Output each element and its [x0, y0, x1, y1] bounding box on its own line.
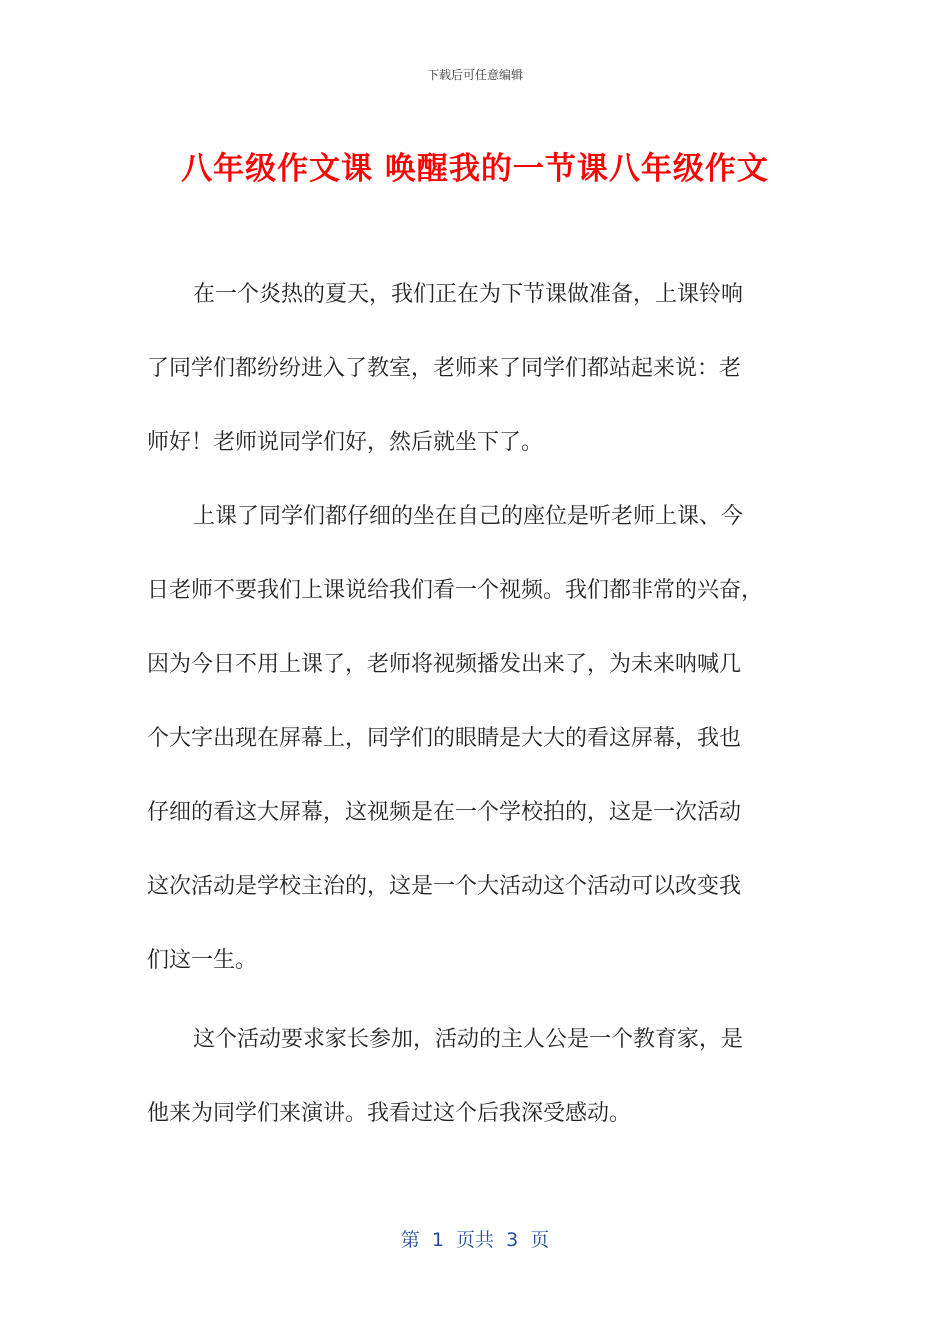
paragraph-line: 们这一生。: [147, 948, 258, 973]
header-note: 下载后可任意编辑: [426, 68, 523, 82]
page-footer: 第 1 页共 3 页: [400, 1229, 550, 1251]
paragraph-line: 仔细的看这大屏幕，这视频是在一个学校拍的，这是一次活动: [147, 800, 742, 825]
paragraph-line: 在一个炎热的夏天，我们正在为下节课做准备，上课铃响: [193, 282, 744, 307]
page-title: 八年级作文课 唤醒我的一节课八年级作文: [181, 151, 769, 187]
paragraph-line: 这个活动要求家长参加，活动的主人公是一个教育家，是: [193, 1027, 744, 1052]
paragraph-line: 了同学们都纷纷进入了教室，老师来了同学们都站起来说：老: [147, 356, 742, 381]
paragraph-line: 个大字出现在屏幕上，同学们的眼睛是大大的看这屏幕，我也: [147, 726, 742, 751]
paragraph-line: 他来为同学们来演讲。我看过这个后我深受感动。: [147, 1101, 632, 1126]
body-text: [147, 280, 807, 1140]
paragraph-line: 日老师不要我们上课说给我们看一个视频。我们都非常的兴奋，: [147, 578, 764, 603]
paragraph-line: 因为今日不用上课了，老师将视频播发出来了，为未来呐喊几: [147, 652, 742, 677]
paragraph-line: 上课了同学们都仔细的坐在自己的座位是听老师上课、今: [193, 504, 744, 529]
paragraph-line: 师好！老师说同学们好，然后就坐下了。: [147, 430, 544, 455]
paragraph-line: 这次活动是学校主治的，这是一个大活动这个活动可以改变我: [147, 874, 742, 899]
